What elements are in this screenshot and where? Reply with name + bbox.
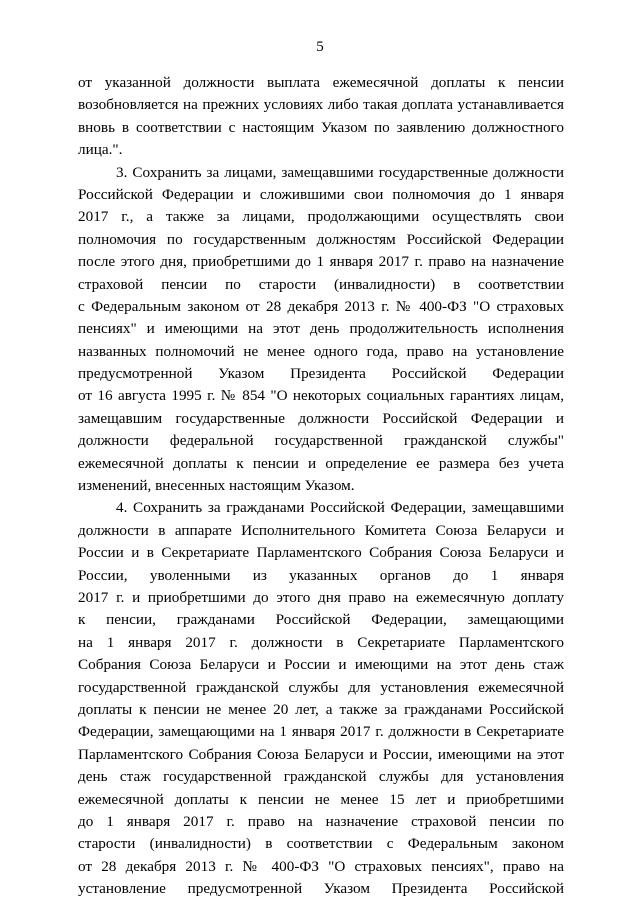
paragraph-continuation — [78, 72, 564, 162]
text-line: ежемесячной доплаты к пенсии и определение ее размера без учета — [78, 454, 564, 472]
text-line: полномочия по государственным должностям Российской Федерации — [78, 230, 564, 248]
text-line: России, уволенными из указанных органов до 1 января — [78, 566, 564, 584]
text-line: замещавшим государственные должности Российской Федерации и — [78, 409, 564, 427]
text-line: России и в Секретариате Парламентского Собрания Союза Беларуси и — [78, 544, 564, 562]
text-line: установление предусмотренной Указом Президента Российской — [78, 880, 564, 898]
text-line: Собрания Союза Беларуси и России и имеющими на этот день стаж — [78, 656, 564, 674]
text-line: доплаты к пенсии не менее 20 лет, а также за гражданами Российской — [78, 700, 564, 718]
text-line: страховой пенсии по старости (инвалидности) в соответствии — [78, 275, 564, 293]
text-line: пенсиях" и имеющими на этот день продолжительность исполнения — [78, 320, 564, 338]
text-line: с Федеральным законом от 28 декабря 2013 г. № 400-ФЗ "О страховых — [78, 297, 564, 315]
text-line: старости (инвалидности) в соответствии с Федеральным законом — [78, 835, 564, 853]
text-line: изменений, внесенных настоящим Указом. — [78, 477, 355, 495]
text-line: от 28 декабря 2013 г. № 400-ФЗ "О страховых пенсиях", право на — [78, 857, 564, 875]
document-body — [78, 72, 564, 900]
text-line: должности в аппарате Исполнительного Комитета Союза Беларуси и — [78, 521, 564, 539]
text-line: 2017 г., а также за лицами, продолжающими осуществлять свои — [78, 208, 564, 226]
text-line: до 1 января 2017 г. право на назначение страховой пенсии по — [78, 812, 564, 830]
text-line: вновь в соответствии с настоящим Указом по заявлению должностного — [78, 118, 564, 136]
text-line: Российской Федерации и сложившими свои полномочия до 1 января — [78, 185, 564, 203]
text-line: предусмотренной Указом Президента Российской Федерации — [78, 365, 564, 383]
text-line: государственной гражданской службы для установления ежемесячной — [78, 678, 564, 696]
text-line: должности федеральной государственной гражданской службы" — [78, 432, 564, 450]
text-line: к пенсии, гражданами Российской Федерации, замещающими — [78, 611, 564, 629]
text-line: Федерации, замещающими на 1 января 2017 г. должности в Секретариате — [78, 723, 564, 741]
text-line: от указанной должности выплата ежемесячной доплаты к пенсии — [78, 74, 564, 91]
text-line: названных полномочий не менее одного года, право на установление — [78, 342, 564, 360]
paragraph-item-4 — [78, 497, 564, 900]
text-line: день стаж государственной гражданской службы для установления — [78, 768, 564, 786]
page-number: 5 — [316, 39, 324, 55]
text-line: Парламентского Собрания Союза Беларуси и России, имеющими на этот — [78, 745, 564, 763]
text-line: 2017 г. и приобретшими до этого дня право на ежемесячную доплату — [78, 588, 564, 606]
text-line: после этого дня, приобретшими до 1 января 2017 г. право на назначение — [78, 253, 564, 271]
text-line: возобновляется на прежних условиях либо такая доплата устанавливается — [78, 96, 564, 114]
paragraph-item-3 — [78, 162, 564, 498]
text-line: лица.". — [78, 141, 123, 159]
text-line: ежемесячной доплаты к пенсии не менее 15 лет и приобретшими — [78, 790, 564, 808]
text-line: 4. Сохранить за гражданами Российской Федерации, замещавшими — [116, 499, 564, 517]
text-line: на 1 января 2017 г. должности в Секретариате Парламентского — [78, 633, 564, 651]
text-line: от 16 августа 1995 г. № 854 "О некоторых социальных гарантиях лицам, — [78, 387, 564, 405]
text-line: 3. Сохранить за лицами, замещавшими государственные должности — [116, 163, 564, 181]
